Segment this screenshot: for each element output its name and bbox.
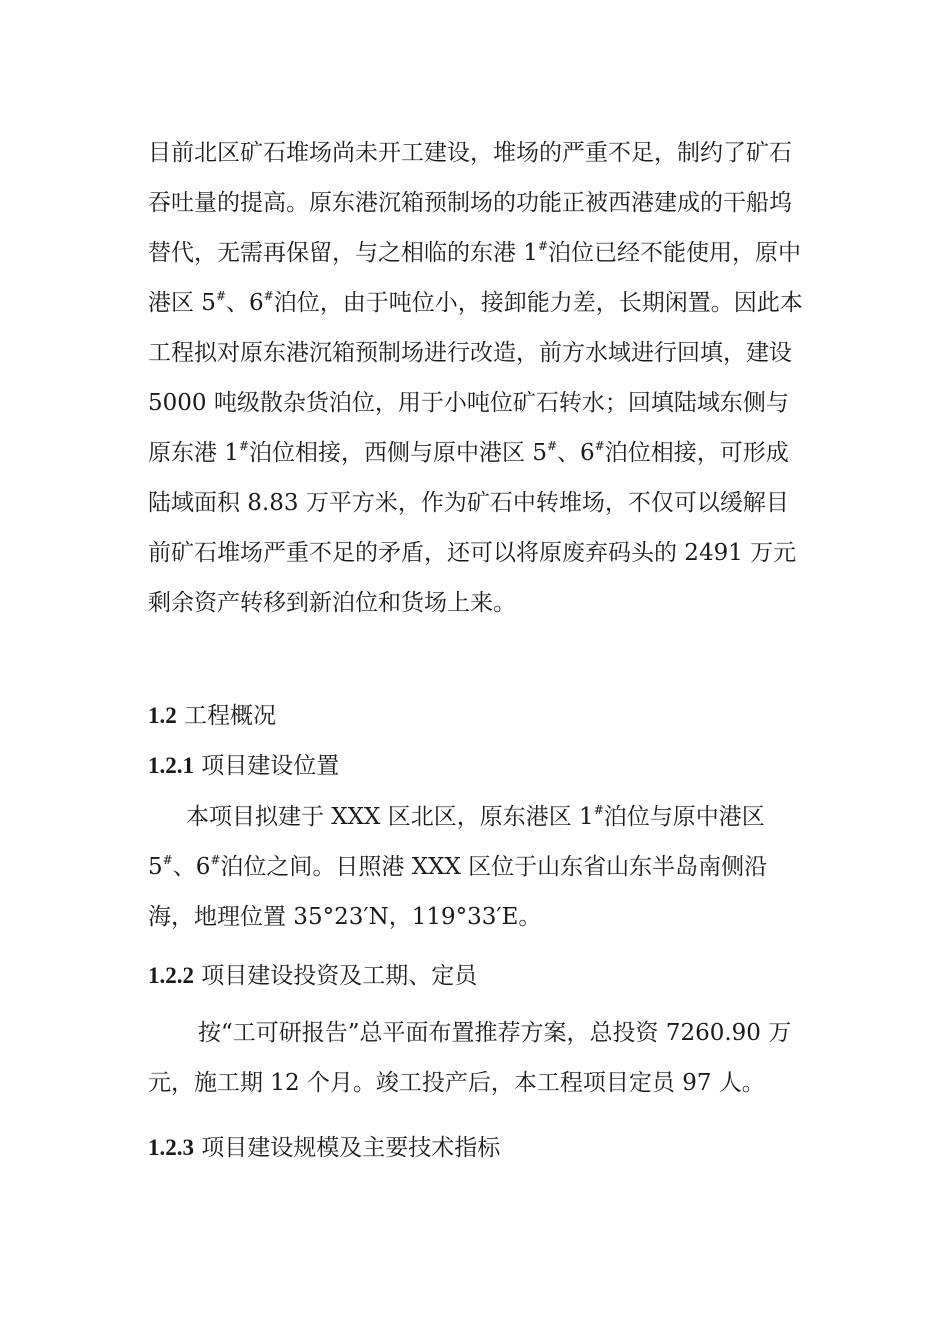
intro-text-6: 、6 [557, 440, 595, 466]
heading-title: 项目建设投资及工期、定员 [194, 963, 478, 989]
heading-1-2-1 [148, 748, 808, 784]
location-text-3: 、6 [172, 854, 211, 880]
location-text-2: 泊位与原中港区 5 [148, 804, 765, 880]
berth-mark: # [593, 803, 604, 817]
heading-title: 项目建设位置 [194, 753, 340, 779]
heading-number: 1.2 [148, 703, 177, 728]
heading-1-2-3 [148, 1130, 808, 1166]
intro-paragraph [148, 128, 808, 632]
berth-mark: # [537, 239, 549, 253]
heading-title: 项目建设规模及主要技术指标 [194, 1135, 501, 1161]
berth-mark: # [162, 853, 173, 867]
berth-mark: # [238, 439, 250, 453]
heading-number: 1.2.2 [148, 963, 194, 988]
intro-text-7: 泊位相接，可形成陆域面积 8.83 万平方米，作为矿石中转堆场，不仅可以缓解目前矿石堆场严重不足的矛盾，还可以将原废弃码头的 2491 万元剩余资产转移到新泊位和货场上来。 [148, 440, 797, 616]
berth-mark: # [263, 289, 274, 303]
heading-1-2-2 [148, 958, 808, 994]
berth-mark: # [215, 289, 227, 303]
intro-text-4: 泊位，由于吨位小，接卸能力差，长期闲置。因此本工程拟对原东港沉箱预制场进行改造，前方水域进行回填，建设 5000 吨级散杂货泊位，用于小吨位矿石转水；回填陆域东侧与原东港 1 [148, 290, 803, 466]
berth-mark: # [210, 853, 221, 867]
location-paragraph [148, 792, 808, 942]
location-text-1: 本项目拟建于 XXX 区北区，原东港区 1 [186, 804, 594, 830]
berth-mark: # [594, 439, 605, 453]
intro-text-5: 泊位相接，西侧与原中港区 5 [249, 440, 547, 466]
location-text-4: 泊位之间。日照港 XXX 区位于山东省山东半岛南侧沿海，地理位置 35°23′N，119°33′E。 [148, 854, 768, 930]
heading-1-2 [148, 698, 808, 734]
investment-paragraph: 按“工可研报告”总平面布置推荐方案，总投资 7260.90 万元，施工期 12 个月。竣工投产后，本工程项目定员 97 人。 [148, 1020, 792, 1096]
heading-number: 1.2.3 [148, 1135, 194, 1160]
intro-text-2: 泊位已经不能使用，原中港区 5 [148, 240, 802, 316]
document-page [148, 128, 808, 1166]
berth-mark: # [546, 439, 558, 453]
heading-title: 工程概况 [176, 703, 277, 729]
intro-text-1: 目前北区矿石堆场尚未开工建设，堆场的严重不足，制约了矿石吞吐量的提高。原东港沉箱预制场的功能正被西港建成的干船坞替代，无需再保留，与之相临的东港 1 [148, 140, 792, 266]
intro-text-3: 、6 [226, 290, 264, 316]
heading-number: 1.2.1 [148, 753, 194, 778]
